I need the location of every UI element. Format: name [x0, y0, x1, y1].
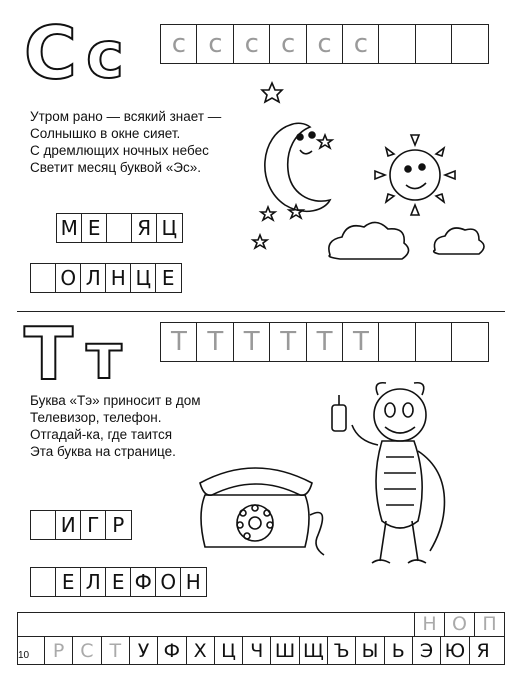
word-tigr-letter-2: И — [55, 510, 82, 540]
word-telefon-letter-7: Н — [180, 567, 207, 597]
star-icon-2 — [318, 135, 332, 148]
star-icon-4 — [261, 207, 275, 220]
word-telefon-letter-3: Л — [80, 567, 107, 597]
cloud-icon — [329, 222, 409, 259]
alphabet-letter-13: Я — [469, 636, 497, 665]
word-telefon-letter-2: Е — [55, 567, 82, 597]
alphabet-letter-11: Э — [412, 636, 440, 665]
word-mesyats-letter-5: Ц — [156, 213, 183, 243]
word-mesyats-letter-1: М — [56, 213, 83, 243]
letter-c-lower: c — [86, 19, 124, 93]
alphabet-letter-6: Ш — [270, 636, 298, 665]
alphabet-letter-12: Ю — [440, 636, 468, 665]
trace-c-cell-2: c — [196, 24, 234, 64]
alphabet-letter-1: У — [129, 636, 157, 665]
cloud-icon-2 — [434, 228, 484, 254]
trace-t-cell-2: Т — [196, 322, 234, 362]
alphabet-letter-8: Ъ — [327, 636, 355, 665]
trace-t-cell-7 — [378, 322, 416, 362]
word-telefon-letter-4: Е — [105, 567, 132, 597]
star-icon-5 — [253, 235, 267, 248]
alphabet-letter-4: Ц — [214, 636, 242, 665]
poem-c-line-3: С дремлющих ночных небес — [30, 143, 209, 158]
trace-c-cell-1: c — [160, 24, 198, 64]
poem-c — [30, 108, 221, 176]
word-mesyats-letter-3[interactable] — [106, 213, 133, 243]
alphabet-top-ghost-3: П — [474, 612, 504, 636]
word-solntse-letter-5: Ц — [130, 263, 157, 293]
word-mesyats-letter-4: Я — [131, 213, 158, 243]
alphabet-letter-10: Ь — [384, 636, 412, 665]
word-tigr-letter-3: Г — [80, 510, 107, 540]
page-number: 10 — [18, 650, 30, 661]
word-solntse-letter-2: О — [55, 263, 82, 293]
word-solntse-letter-1[interactable] — [30, 263, 57, 293]
trace-row-c — [160, 24, 488, 64]
word-solntse-letter-3: Л — [80, 263, 107, 293]
alphabet-letter-5: Ч — [242, 636, 270, 665]
alphabet-top-ghost-1: Н — [414, 612, 444, 636]
trace-t-cell-4: Т — [269, 322, 307, 362]
tiger-icon — [332, 383, 444, 563]
trace-t-cell-3: Т — [233, 322, 271, 362]
telephone-icon — [200, 468, 324, 555]
trace-t-cell-6: Т — [342, 322, 380, 362]
word-mesyats-letter-2: Е — [81, 213, 108, 243]
trace-t-cell-1: Т — [160, 322, 198, 362]
alphabet-ghost-1: Р — [44, 636, 72, 665]
poem-t-line-2: Телевизор, телефон. — [30, 410, 162, 425]
trace-c-cell-6: c — [342, 24, 380, 64]
alphabet-letter-7: Щ — [299, 636, 327, 665]
poem-c-line-2: Солнышко в окне сияет. — [30, 126, 181, 141]
trace-c-cell-3: c — [233, 24, 271, 64]
alphabet-letter-3: Х — [186, 636, 214, 665]
trace-c-cell-8 — [415, 24, 453, 64]
star-icon — [262, 83, 282, 102]
word-solntse-letter-6: Е — [155, 263, 182, 293]
word-telefon-letter-5: Ф — [130, 567, 157, 597]
poem-c-line-4: Светит месяц буквой «Эс». — [30, 160, 201, 175]
word-solntse-letter-4: Н — [105, 263, 132, 293]
trace-t-cell-8 — [415, 322, 453, 362]
letter-t-upper: Т — [24, 312, 74, 396]
moon-sun-illustration — [230, 75, 510, 295]
trace-t-cell-5: Т — [306, 322, 344, 362]
poem-c-line-1: Утром рано — всякий знает — — [30, 109, 222, 124]
trace-row-t — [160, 322, 488, 362]
section-divider — [17, 311, 505, 312]
alphabet-letter-9: Ы — [355, 636, 383, 665]
poem-t-line-1: Буква «Тэ» приносит в дом — [30, 393, 201, 408]
poem-t — [30, 392, 201, 460]
trace-c-cell-9 — [451, 24, 489, 64]
trace-c-cell-5: c — [306, 24, 344, 64]
letter-c-upper: C — [24, 11, 77, 95]
word-tigr-letter-1[interactable] — [30, 510, 57, 540]
tiger-phone-illustration — [190, 365, 490, 600]
sun-icon — [390, 150, 440, 200]
alphabet-top-ghost-2: О — [444, 612, 474, 636]
word-tigr-letter-4: Р — [105, 510, 132, 540]
alphabet-letter-2: Ф — [157, 636, 185, 665]
letter-t-lower: т — [86, 320, 122, 393]
trace-c-cell-7 — [378, 24, 416, 64]
alphabet-ghost-3: Т — [101, 636, 129, 665]
star-icon-3 — [289, 205, 303, 218]
poem-t-line-3: Отгадай-ка, где таится — [30, 427, 173, 442]
word-telefon-letter-1[interactable] — [30, 567, 57, 597]
poem-t-line-4: Эта буква на странице. — [30, 444, 176, 459]
alphabet-ghost-2: С — [72, 636, 100, 665]
trace-c-cell-4: c — [269, 24, 307, 64]
trace-t-cell-9 — [451, 322, 489, 362]
word-telefon-letter-6: О — [155, 567, 182, 597]
